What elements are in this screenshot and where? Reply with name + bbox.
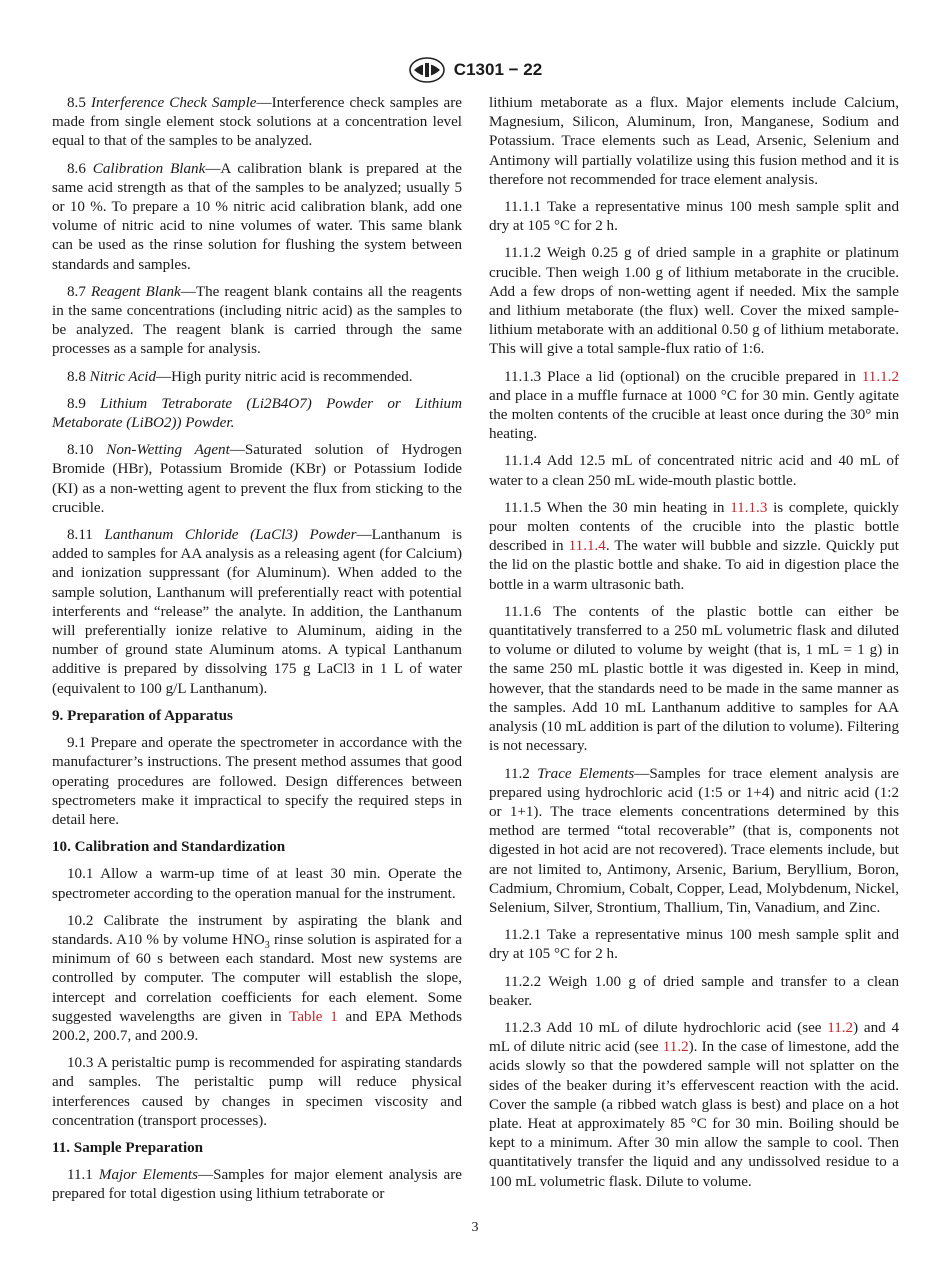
table-1-link[interactable]: Table 1 <box>289 1008 338 1025</box>
section-8-6: 8.6 Calibration Blank—A calibration blank is prepared at the same acid strength as that of the samples to be analyzed; usually 5 or 10 %. To prepare a 10 % nitric acid calibration blank, add one volume of nitric acid to nine volumes of water. This same blank can be used as the rinse solution for flushing the system between standards and samples. <box>52 160 462 273</box>
section-9-1: 9.1 Prepare and operate the spectrometer in accordance with the manufacturer’s instructions. The present method assumes that good operating procedures are followed. Design differences between spectrometers make it impractical to specify the required steps in detail here. <box>52 735 462 828</box>
ref-11-1-2-link[interactable]: 11.1.2 <box>861 368 899 385</box>
section-11-1-6: 11.1.6 The contents of the plastic bottle can either be quantitatively transferred to a 250 mL volumetric flask and diluted to volume or diluted to volume by weight (that is, 1 mL = 1 g) in the same 250 mL plastic bottle it was digested in. Keep in mind, however, that the standards need to be made in the same manner as the samples. Add 10 mL Lanthanum additive to samples for AA analysis (10 mL addition is part of the dilution to volume). Filtering is not necessary. <box>489 603 899 755</box>
section-11-1-5: 11.1.5 When the 30 min heating in 11.1.3 is complete, quickly pour molten contents of the crucible into the plastic bottle described in 11.1.4. The water will bubble and sizzle. Quickly put the lid on the plastic bottle and shake. To aid in digestion place the bottle in a warm ultrasonic bath. <box>489 499 900 593</box>
section-11-1-4: 11.1.4 Add 12.5 mL of concentrated nitric acid and 40 mL of water to a clean 250 mL wide-mouth plastic bottle. <box>489 453 899 489</box>
section-8-9: 8.9 Lithium Tetraborate (Li2B4O7) Powder or Lithium Metaborate (LiBO2)) Powder. <box>52 395 462 432</box>
ref-11-1-3-link[interactable]: 11.1.3 <box>730 499 768 516</box>
section-11-2-1: 11.2.1 Take a representative minus 100 mesh sample split and dry at 105 °C for 2 h. <box>489 927 899 963</box>
section-11-1-1: 11.1.1 Take a representative minus 100 mesh sample split and dry at 105 °C for 2 h. <box>489 199 899 235</box>
heading-section-11: 11. Sample Preparation <box>52 1139 204 1156</box>
page-number: 3 <box>471 1220 479 1235</box>
ref-11-1-4-link[interactable]: 11.1.4 <box>568 538 606 555</box>
section-11-1: 11.1 Major Elements—Samples for major element analysis are prepared for total digestion using lithium tetraborate or <box>52 1167 462 1203</box>
astm-logo-icon <box>408 56 446 84</box>
ref-11-2-link[interactable]: 11.2 <box>827 1019 854 1036</box>
section-11-2: 11.2 Trace Elements—Samples for trace element analysis are prepared using hydrochloric acid (1:5 or 1+4) and nitric acid (1:2 or 1+1). The trace elements concentrations determined by this method are termed “total recoverable” (that is, components not digested in hot acid are not recovered). Trace elements include, but are not limited to, Antimony, Arsenic, Barium, Beryllium, Boron, Cadmium, Chromium, Cobalt, Copper, Lead, Molybdenum, Nickel, Selenium, Silver, Strontium, Thallium, Tin, Vanadium, and Zinc. <box>489 765 900 916</box>
section-10-3: 10.3 A peristaltic pump is recommended for aspirating standards and samples. The peristaltic pump will reduce physical interferences caused by changes in specimen viscosity and concentration (transport processes). <box>52 1055 462 1129</box>
page-header <box>0 56 950 84</box>
section-10-2: 10.2 Calibrate the instrument by aspirating the blank and standards. A10 % by volume $HNO_3$ rinse solution is aspirated for a minimum of 60 s between each standard. Most new systems are controlled by computer. The computer will establish the slope, intercept and correlation coefficients for each element. Some suggested wavelengths are given in Table 1 and EPA Methods 200.2, 200.7, and 200.9. <box>52 912 463 1044</box>
section-11-1-continued: lithium metaborate as a flux. Major elements include Calcium, Magnesium, Silicon, Aluminum, Iron, Manganese, Sodium and Potassium. Trace elements such as Lead, Arsenic, Selenium and Antimony will partially volatilize using this fusion method and it is therefore not recommended for trace element analysis. <box>489 95 899 188</box>
section-10-1: 10.1 Allow a warm-up time of at least 30 min. Operate the spectrometer according to the operation manual for the instrument. <box>52 866 462 902</box>
section-11-1-3: 11.1.3 Place a lid (optional) on the crucible prepared in 11.1.2 and place in a muffle furnace at 1000 °C for 30 min. Gently agitate the molten contents of the crucible at least once during the 30° min heating. <box>489 368 899 443</box>
section-8-10: 8.10 Non-Wetting Agent—Saturated solution of Hydrogen Bromide (HBr), Potassium Bromide (KBr) or Potassium Iodide (KI) as a non-wetting agent to prevent the flux from sticking to the crucible. <box>52 442 462 516</box>
heading-section-10: 10. Calibration and Standardization <box>52 839 286 856</box>
section-11-2-3: 11.2.3 Add 10 mL of dilute hydrochloric acid (see 11.2) and 4 mL of dilute nitric acid (see 11.2). In the case of limestone, add the acids slowly so that the powdered sample will not splatter on the sides of the beaker during it’s effervescent reaction with the acid. Cover the sample (a ribbed watch glass is best) and place on a hot plate. Heat at approximately 85 °C for 30 min. Boiling should be kept to a minimum. After 30 min allow the sample to cool. Then quantitatively transfer the liquid and any undissolved residue to a 100 mL volumetric flask. Dilute to volume. <box>489 1019 900 1190</box>
section-8-5: 8.5 Interference Check Sample—Interference check samples are made from single element stock solutions at a concentration level equal to that of the samples to be analyzed. <box>52 95 462 150</box>
section-8-8: 8.8 Nitric Acid—High purity nitric acid is recommended. <box>67 368 413 385</box>
heading-section-9: 9. Preparation of Apparatus <box>52 707 233 724</box>
section-8-7: 8.7 Reagent Blank—The reagent blank contains all the reagents in the same concentrations (including nitric acid) as the samples to be analyzed. The reagent blank is carried through the same processes as a sample for analysis. <box>52 283 462 358</box>
section-11-2-2: 11.2.2 Weigh 1.00 g of dried sample and transfer to a clean beaker. <box>489 973 899 1009</box>
document-designation: C1301 − 22 <box>453 60 543 79</box>
right-column <box>489 94 899 1200</box>
section-8-11: 8.11 Lanthanum Chloride (LaCl3) Powder—Lanthanum is added to samples for AA analysis as a releasing agent (for Calcium) and ionization suppressant (for Aluminum). When added to the sample solution, Lanthanum will preferentially react with potential interferents and “release” the analyte. In addition, the Lanthanum will preferentially ionize relative to Aluminum, aiding in the number of ground state Aluminum atoms. A typical Lanthanum additive is prepared by dissolving 175 g LaCl3 in 1 L of water (equivalent to 100 g/L Lanthanum). <box>52 527 462 697</box>
left-column <box>52 94 462 1213</box>
section-11-1-2: 11.1.2 Weigh 0.25 g of dried sample in a graphite or platinum crucible. Then weigh 1.00 g of lithium metaborate in the crucible. Add a few drops of non-wetting agent if needed. Mix the sample and lithium metaborate (the flux) well. Cover the mixed sample-lithium metaborate with an additional 0.50 g of lithium metaborate. This will give a total sample-flux ratio of 1:6. <box>489 245 899 358</box>
ref-11-2-link[interactable]: 11.2 <box>662 1039 689 1056</box>
